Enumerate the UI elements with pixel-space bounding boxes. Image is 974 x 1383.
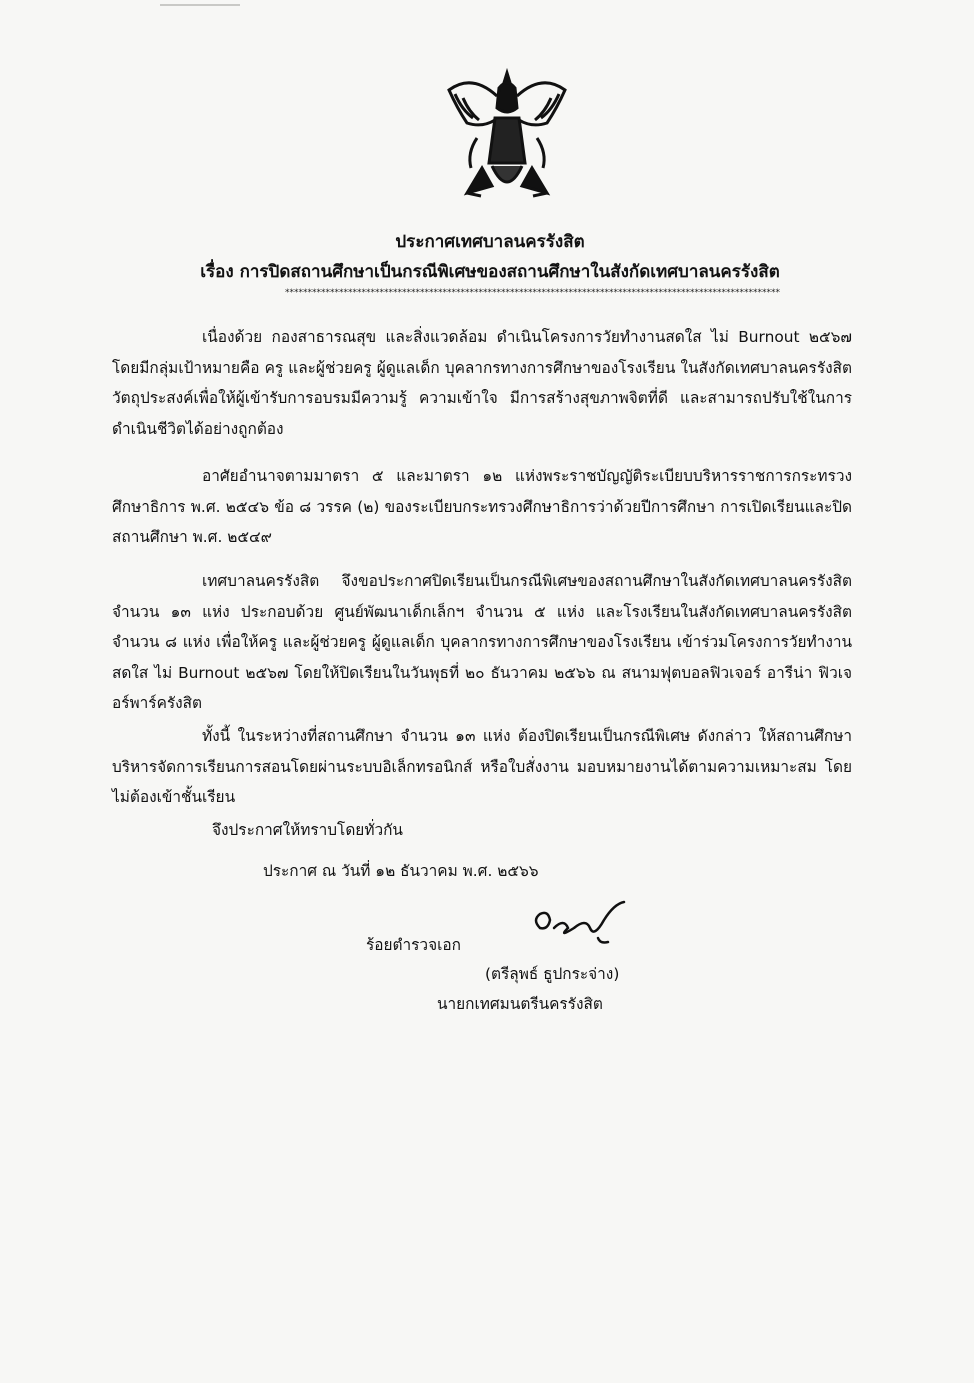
signer-position: นายกเทศมนตรีนครรังสิต	[437, 995, 603, 1013]
document-subject: เรื่อง การปิดสถานศึกษาเป็นกรณีพิเศษของสถานศึกษาในสังกัดเทศบาลนครรังสิต	[200, 262, 780, 282]
handwritten-signature	[528, 898, 638, 953]
paragraph-2-text: อาศัยอำนาจตามมาตรา ๕ และมาตรา ๑๒ แห่งพระราชบัญญัติระเบียบบริหารราชการกระทรวงศึกษาธิการ พ.ศ. ๒๕๔๖ ข้อ ๘ วรรค (๒) ของระเบียบกระทรวงศึกษาธิการว่าด้วยปีการศึกษา การเปิดเรียนและปิดสถานศึกษา พ.ศ. ๒๕๔๙	[112, 467, 852, 546]
signer-name: (ตรีลุพธ์ ธูปกระจ่าง)	[485, 965, 620, 983]
scan-artifact	[160, 4, 240, 6]
paragraph-3	[112, 566, 852, 719]
garuda-emblem-icon	[437, 68, 577, 203]
paragraph-2	[112, 461, 852, 553]
paragraph-4-text: ทั้งนี้ ในระหว่างที่สถานศึกษา จำนวน ๑๓ แห่ง ต้องปิดเรียนเป็นกรณีพิเศษ ดังกล่าว ให้สถานศึกษาบริหารจัดการเรียนการสอนโดยผ่านระบบอิเล็กทรอนิกส์ หรือใบสั่งงาน มอบหมายงานได้ตามความเหมาะสม โดยไม่ต้องเข้าชั้นเรียน	[112, 727, 852, 806]
paragraph-4	[112, 721, 852, 813]
announcement-line: จึงประกาศให้ทราบโดยทั่วกัน	[212, 821, 403, 839]
paragraph-1-text: เนื่องด้วย กองสาธารณสุข และสิ่งแวดล้อม ดำเนินโครงการวัยทำงานสดใส ไม่ Burnout ๒๕๖๗ โดยมีกลุ่มเป้าหมายคือ ครู และผู้ช่วยครู ผู้ดูแลเด็ก บุคลากรทางการศึกษาของโรงเรียน ในสังกัดเทศบาลนครรังสิต วัตถุประสงค์เพื่อให้ผู้เข้ารับการอบรมมีความรู้ ความเข้าใจ มีการสร้างสุขภาพจิตที่ดี และสามารถปรับใช้ในการดำเนินชีวิตได้อย่างถูกต้อง	[112, 328, 852, 438]
document-title: ประกาศเทศบาลนครรังสิต	[395, 232, 585, 252]
divider: **************************************************************************************************************	[285, 288, 780, 298]
announcement-date: ประกาศ ณ วันที่ ๑๒ ธันวาคม พ.ศ. ๒๕๖๖	[263, 862, 539, 880]
signer-rank: ร้อยตำรวจเอก	[366, 936, 461, 954]
paragraph-1	[112, 322, 852, 444]
paragraph-3-text: เทศบาลนครรังสิต จึงขอประกาศปิดเรียนเป็นกรณีพิเศษของสถานศึกษาในสังกัดเทศบาลนครรังสิต จำนวน ๑๓ แห่ง ประกอบด้วย ศูนย์พัฒนาเด็กเล็กฯ จำนวน ๕ แห่ง และโรงเรียนในสังกัดเทศบาลนครรังสิต จำนวน ๘ แห่ง เพื่อให้ครู และผู้ช่วยครู ผู้ดูแลเด็ก บุคลากรทางการศึกษาของโรงเรียน เข้าร่วมโครงการวัยทำงานสดใส ไม่ Burnout ๒๕๖๗ โดยให้ปิดเรียนในวันพุธที่ ๒๐ ธันวาคม ๒๕๖๖ ณ สนามฟุตบอลฟิวเจอร์ อารีน่า ฟิวเจอร์พาร์ครังสิต	[112, 572, 852, 712]
